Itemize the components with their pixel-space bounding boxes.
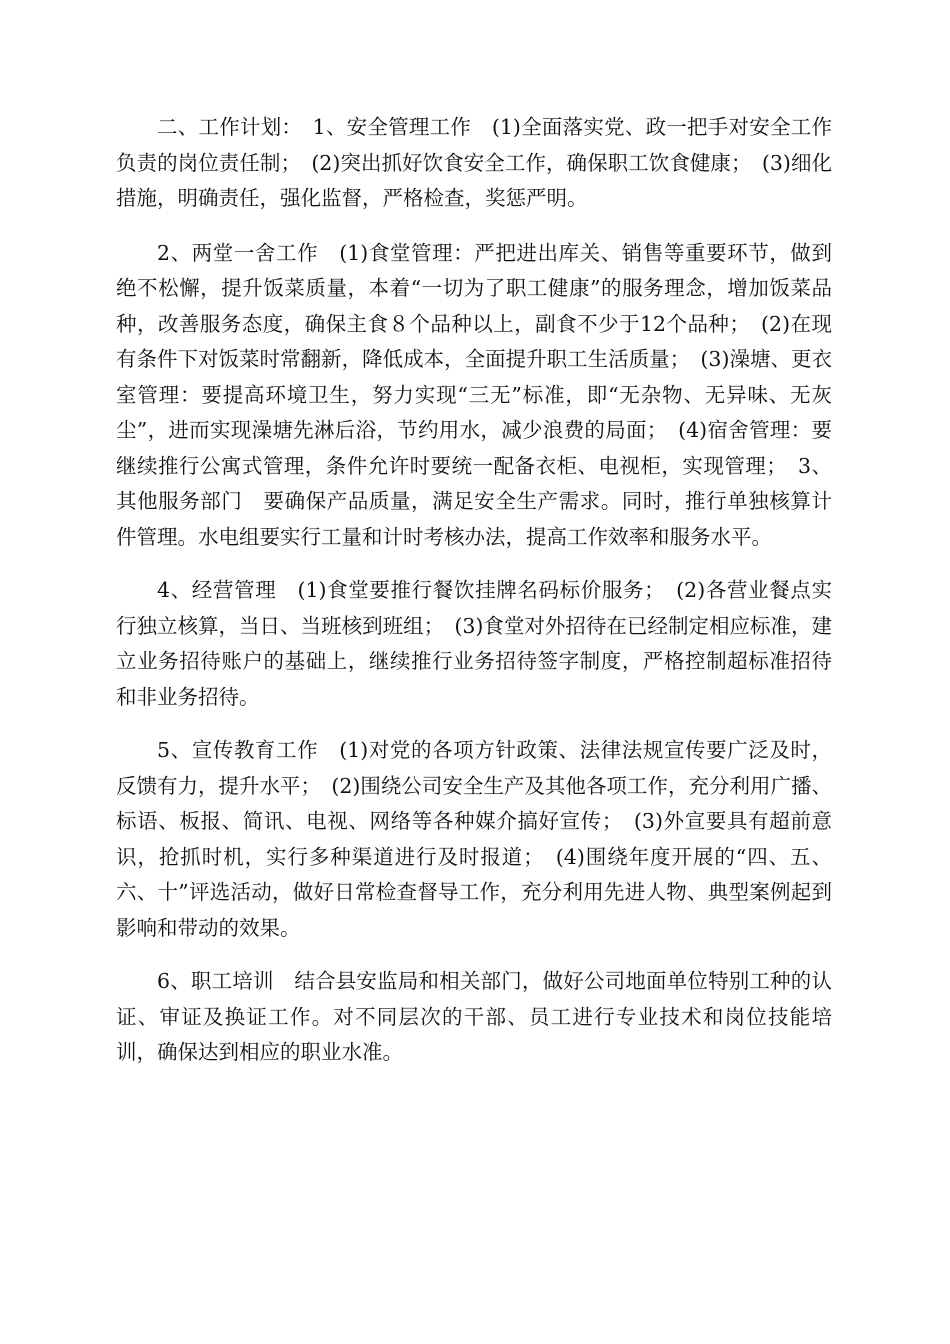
paragraph-canteen-dorm: 2、两堂一舍工作 (1)食堂管理：严把进出库关、销售等重要环节，做到绝不松懈，提升饭菜质量，本着“一切为了职工健康”的服务理念，增加饭菜品种，改善服务态度，确保主食８个品种以上，副食不少于12个品种； (2)在现有条件下对饭菜时常翻新，降低成本，全面提升职工生活质量； (3)澡塘、更衣室管理：要提高环境卫生，努力实现“三无”标准，即“无杂物、无异味、无灰尘”，进而实现澡塘先淋后浴，节约用水，减少浪费的局面； (4)宿舍管理：要继续推行公寓式管理，条件允许时要统一配备衣柜、电视柜，实现管理； 3、其他服务部门 要确保产品质量，满足安全生产需求。同时，推行单独核算计件管理。水电组要实行工量和计时考核办法，提高工作效率和服务水平。 [116, 240, 832, 549]
paragraph-work-plan-safety: 二、工作计划： 1、安全管理工作 (1)全面落实党、政一把手对安全工作负责的岗位责任制； (2)突出抓好饮食安全工作，确保职工饮食健康； (3)细化措施，明确责任，强化监督，严格检查，奖惩严明。 [116, 115, 832, 210]
paragraph-publicity-education: 5、宣传教育工作 (1)对党的各项方针政策、法律法规宣传要广泛及时，反馈有力，提升水平； (2)围绕公司安全生产及其他各项工作，充分利用广播、标语、板报、简讯、电视、网络等各种媒介搞好宣传； (3)外宣要具有超前意识，抢抓时机，实行多种渠道进行及时报道； (4)围绕年度开展的“四、五、六、十”评选活动，做好日常检查督导工作，充分利用先进人物、典型案例起到影响和带动的效果。 [116, 738, 832, 940]
paragraph-staff-training: 6、职工培训 结合县安监局和相关部门，做好公司地面单位特别工种的认证、审证及换证工作。对不同层次的干部、员工进行专业技术和岗位技能培训，确保达到相应的职业水准。 [116, 969, 832, 1064]
paragraph-business-management: 4、经营管理 (1)食堂要推行餐饮挂牌名码标价服务； (2)各营业餐点实行独立核算，当日、当班核到班组； (3)食堂对外招待在已经制定相应标准，建立业务招待账户的基础上，继续推行业务招待签字制度，严格控制超标准招待和非业务招待。 [116, 578, 832, 709]
document-body [116, 110, 832, 1071]
